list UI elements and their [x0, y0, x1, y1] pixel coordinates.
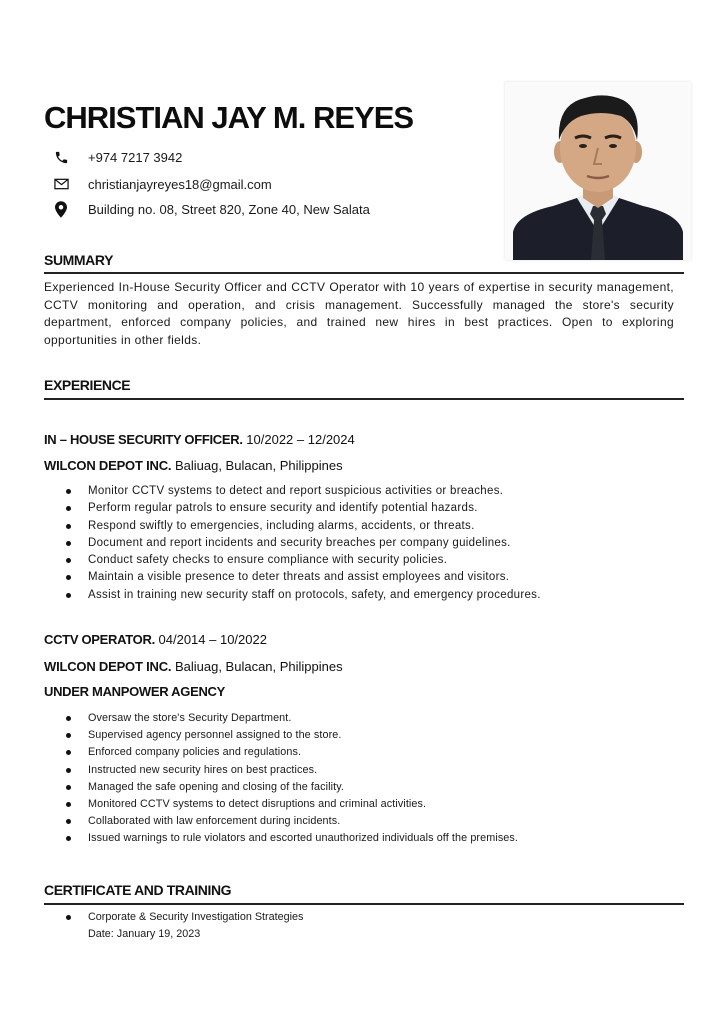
contact-phone: [52, 148, 182, 166]
job-position: IN – HOUSE SECURITY OFFICER.: [44, 432, 243, 447]
job-dates: 04/2014 – 10/2022: [158, 632, 267, 647]
list-item: Assist in training new security staff on protocols, safety, and emergency procedures.: [44, 587, 541, 604]
job-duties-1: [44, 483, 541, 604]
list-item: Document and report incidents and security breaches per company guidelines.: [44, 535, 541, 552]
certificate-list: [44, 909, 303, 943]
experience-heading: EXPERIENCE: [44, 377, 131, 393]
email-icon: [52, 175, 70, 193]
job-position: CCTV OPERATOR.: [44, 632, 155, 647]
company-location: Baliuag, Bulacan, Philippines: [174, 458, 343, 473]
certificate-title: Corporate & Security Investigation Strategies: [88, 911, 304, 923]
certificate-heading: CERTIFICATE AND TRAINING: [44, 882, 232, 898]
list-item: Issued warnings to rule violators and escorted unauthorized individuals off the premises.: [44, 830, 518, 847]
list-item: Conduct safety checks to ensure compliance with security policies.: [44, 552, 541, 569]
job-title-1: [44, 432, 355, 447]
job-company-1: [44, 458, 343, 473]
list-item: Instructed new security hires on best practices.: [44, 762, 518, 779]
company-location: Baliuag, Bulacan, Philippines: [174, 659, 343, 674]
resume-name: CHRISTIAN JAY M. REYES: [44, 100, 414, 135]
job-title-2: [44, 632, 267, 647]
certificate-divider: [44, 903, 684, 905]
company-name: WILCON DEPOT INC.: [44, 458, 172, 473]
job-agency: UNDER MANPOWER AGENCY: [44, 684, 226, 699]
job-duties-2: [44, 710, 518, 848]
experience-divider: [44, 398, 684, 400]
summary-text: Experienced In-House Security Officer and CCTV Operator with 10 years of expertise in security management, CCTV monitoring and operation, and crisis management. Successfully managed the store's security department, enforced company policies, and trained new hires in best practices. Open to exploring opportunities in other fields.: [44, 280, 674, 347]
contact-address: [52, 200, 370, 218]
job-company-2: [44, 659, 343, 674]
phone-icon: [52, 148, 70, 166]
list-item: Monitor CCTV systems to detect and report suspicious activities or breaches.: [44, 483, 541, 500]
list-item: Monitored CCTV systems to detect disruptions and criminal activities.: [44, 796, 518, 813]
job-dates: 10/2022 – 12/2024: [246, 432, 355, 447]
certificate-date: Date: January 19, 2023: [88, 928, 201, 941]
list-item: [44, 909, 303, 943]
list-item: Enforced company policies and regulations.: [44, 744, 518, 761]
list-item: Maintain a visible presence to deter threats and assist employees and visitors.: [44, 569, 541, 586]
list-item: Supervised agency personnel assigned to the store.: [44, 727, 518, 744]
company-name: WILCON DEPOT INC.: [44, 659, 172, 674]
list-item: Managed the safe opening and closing of the facility.: [44, 779, 518, 796]
contact-email: [52, 175, 272, 193]
list-item: Perform regular patrols to ensure security and identify potential hazards.: [44, 500, 541, 517]
home-address: Building no. 08, Street 820, Zone 40, New Salata: [88, 201, 370, 217]
location-pin-icon: [52, 200, 70, 218]
summary-heading: SUMMARY: [44, 252, 114, 268]
profile-photo: [505, 82, 691, 260]
phone-number: +974 7217 3942: [88, 149, 183, 165]
email-address: christianjayreyes18@gmail.com: [88, 176, 272, 192]
list-item: Respond swiftly to emergencies, including alarms, accidents, or threats.: [44, 518, 541, 535]
list-item: Collaborated with law enforcement during incidents.: [44, 813, 518, 830]
summary-divider: [44, 272, 684, 274]
list-item: Oversaw the store's Security Department.: [44, 710, 518, 727]
